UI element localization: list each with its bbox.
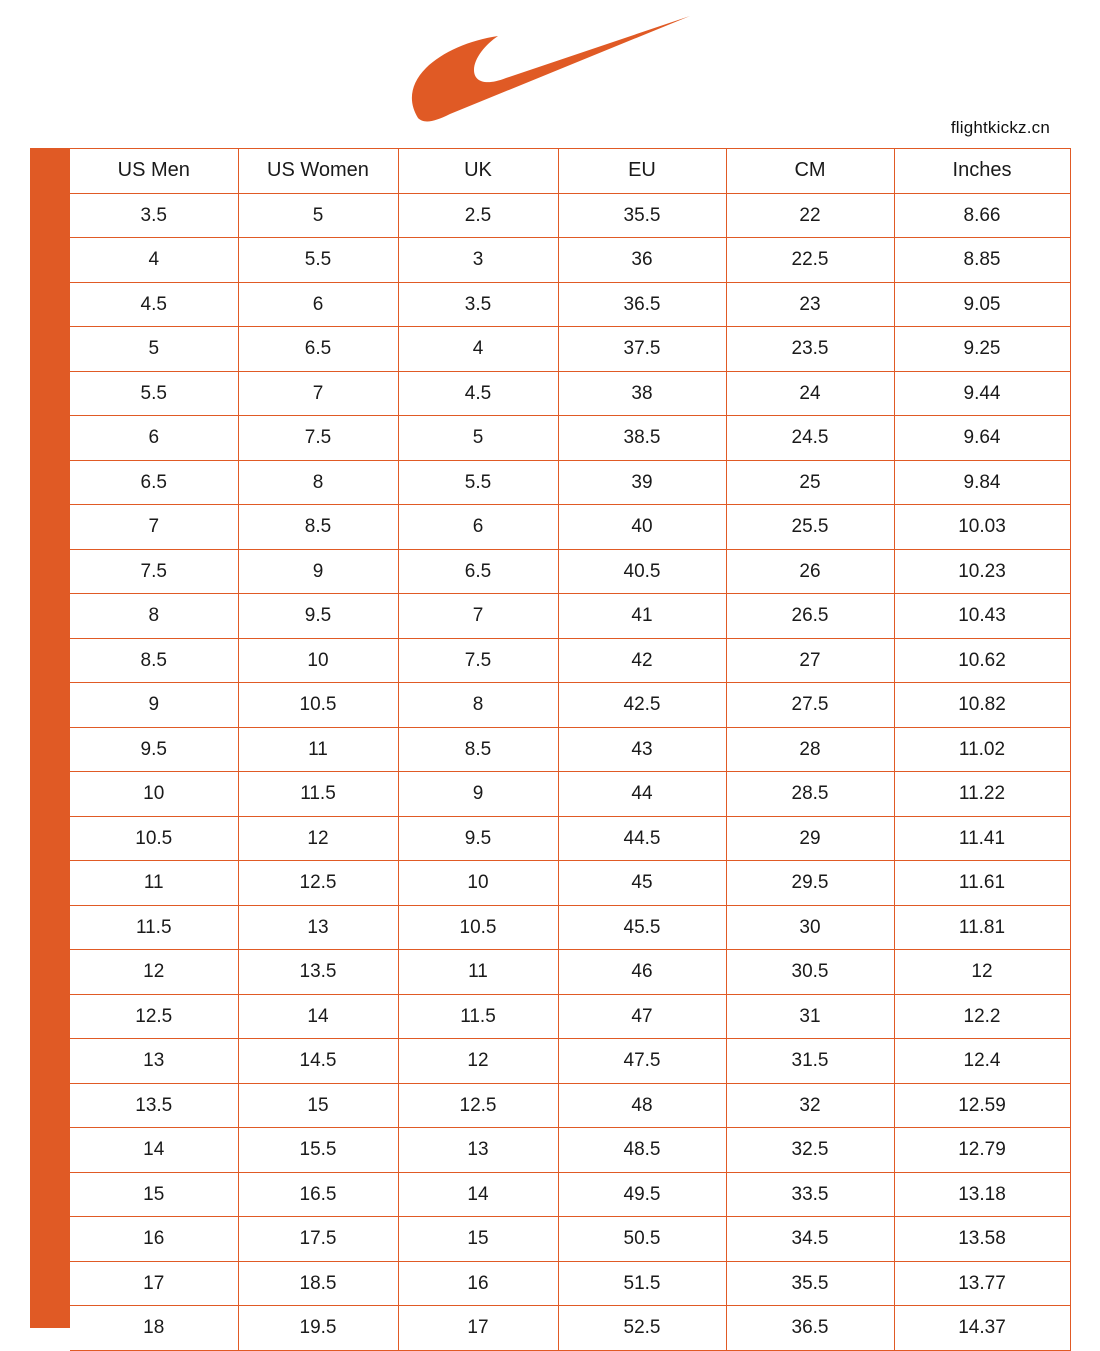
table-cell: 17.5 xyxy=(238,1217,398,1262)
table-cell: 29.5 xyxy=(726,861,894,906)
table-cell: 26 xyxy=(726,549,894,594)
table-cell: 12.5 xyxy=(398,1083,558,1128)
table-row xyxy=(70,193,1070,238)
table-cell: 39 xyxy=(558,460,726,505)
table-cell: 36.5 xyxy=(726,1306,894,1351)
table-cell: 46 xyxy=(558,950,726,995)
table-cell: 8 xyxy=(398,683,558,728)
table-row xyxy=(70,638,1070,683)
table-cell: 42.5 xyxy=(558,683,726,728)
table-cell: 12 xyxy=(398,1039,558,1084)
table-cell: 3.5 xyxy=(70,193,238,238)
table-cell: 15 xyxy=(238,1083,398,1128)
table-cell: 10.03 xyxy=(894,505,1070,550)
table-row xyxy=(70,549,1070,594)
table-cell: 45 xyxy=(558,861,726,906)
table-cell: 17 xyxy=(70,1261,238,1306)
table-cell: 7 xyxy=(70,505,238,550)
table-cell: 13 xyxy=(398,1128,558,1173)
table-cell: 32 xyxy=(726,1083,894,1128)
table-cell: 13.18 xyxy=(894,1172,1070,1217)
table-cell: 35.5 xyxy=(558,193,726,238)
table-cell: 13.77 xyxy=(894,1261,1070,1306)
table-row xyxy=(70,282,1070,327)
table-cell: 10 xyxy=(398,861,558,906)
table-cell: 5.5 xyxy=(398,460,558,505)
table-cell: 7 xyxy=(398,594,558,639)
table-cell: 51.5 xyxy=(558,1261,726,1306)
column-header-cm: CM xyxy=(726,149,894,194)
table-cell: 40 xyxy=(558,505,726,550)
table-row xyxy=(70,727,1070,772)
table-cell: 24.5 xyxy=(726,416,894,461)
column-header-uk: UK xyxy=(398,149,558,194)
table-cell: 3.5 xyxy=(398,282,558,327)
table-cell: 36.5 xyxy=(558,282,726,327)
table-cell: 4 xyxy=(398,327,558,372)
table-cell: 26.5 xyxy=(726,594,894,639)
table-cell: 10.5 xyxy=(70,816,238,861)
table-cell: 5.5 xyxy=(70,371,238,416)
column-header-inches: Inches xyxy=(894,149,1070,194)
table-cell: 6 xyxy=(238,282,398,327)
table-cell: 49.5 xyxy=(558,1172,726,1217)
column-header-us-men: US Men xyxy=(70,149,238,194)
table-cell: 13.5 xyxy=(70,1083,238,1128)
table-cell: 19.5 xyxy=(238,1306,398,1351)
table-cell: 18 xyxy=(70,1306,238,1351)
table-cell: 8.85 xyxy=(894,238,1070,283)
table-cell: 32.5 xyxy=(726,1128,894,1173)
table-cell: 23 xyxy=(726,282,894,327)
table-row xyxy=(70,371,1070,416)
table-cell: 6.5 xyxy=(70,460,238,505)
table-cell: 10 xyxy=(70,772,238,817)
table-cell: 5 xyxy=(238,193,398,238)
size-conversion-table xyxy=(70,148,1071,1351)
table-cell: 6.5 xyxy=(238,327,398,372)
table-cell: 16 xyxy=(70,1217,238,1262)
table-cell: 11.41 xyxy=(894,816,1070,861)
table-cell: 13 xyxy=(238,905,398,950)
table-cell: 18.5 xyxy=(238,1261,398,1306)
table-cell: 12 xyxy=(894,950,1070,995)
table-cell: 44.5 xyxy=(558,816,726,861)
table-cell: 30.5 xyxy=(726,950,894,995)
table-row xyxy=(70,416,1070,461)
table-row xyxy=(70,1039,1070,1084)
table-cell: 10.5 xyxy=(238,683,398,728)
table-cell: 5 xyxy=(70,327,238,372)
table-cell: 28.5 xyxy=(726,772,894,817)
table-cell: 12.79 xyxy=(894,1128,1070,1173)
table-cell: 9.5 xyxy=(238,594,398,639)
table-cell: 43 xyxy=(558,727,726,772)
table-cell: 9 xyxy=(398,772,558,817)
table-cell: 9.64 xyxy=(894,416,1070,461)
table-cell: 25.5 xyxy=(726,505,894,550)
table-cell: 35.5 xyxy=(726,1261,894,1306)
table-cell: 40.5 xyxy=(558,549,726,594)
table-cell: 7.5 xyxy=(398,638,558,683)
table-cell: 4.5 xyxy=(70,282,238,327)
table-cell: 3 xyxy=(398,238,558,283)
table-row xyxy=(70,1128,1070,1173)
table-cell: 38.5 xyxy=(558,416,726,461)
table-cell: 48.5 xyxy=(558,1128,726,1173)
table-cell: 42 xyxy=(558,638,726,683)
table-cell: 11.81 xyxy=(894,905,1070,950)
table-cell: 27.5 xyxy=(726,683,894,728)
table-row xyxy=(70,1217,1070,1262)
table-cell: 15 xyxy=(398,1217,558,1262)
table-cell: 14.5 xyxy=(238,1039,398,1084)
table-cell: 10.23 xyxy=(894,549,1070,594)
table-row xyxy=(70,594,1070,639)
table-cell: 9.5 xyxy=(398,816,558,861)
table-cell: 14 xyxy=(70,1128,238,1173)
table-cell: 4.5 xyxy=(398,371,558,416)
table-cell: 5.5 xyxy=(238,238,398,283)
table-cell: 30 xyxy=(726,905,894,950)
table-cell: 12.4 xyxy=(894,1039,1070,1084)
table-row xyxy=(70,950,1070,995)
table-cell: 11.5 xyxy=(70,905,238,950)
table-row xyxy=(70,994,1070,1039)
table-row xyxy=(70,772,1070,817)
table-cell: 14.37 xyxy=(894,1306,1070,1351)
table-cell: 9 xyxy=(70,683,238,728)
table-orange-frame xyxy=(30,148,1070,1338)
table-cell: 12 xyxy=(70,950,238,995)
table-row xyxy=(70,327,1070,372)
table-row xyxy=(70,238,1070,283)
table-container xyxy=(70,148,1070,1338)
table-cell: 15.5 xyxy=(238,1128,398,1173)
table-cell: 10 xyxy=(238,638,398,683)
column-header-us-women: US Women xyxy=(238,149,398,194)
table-cell: 38 xyxy=(558,371,726,416)
table-row xyxy=(70,1172,1070,1217)
table-cell: 15 xyxy=(70,1172,238,1217)
table-cell: 2.5 xyxy=(398,193,558,238)
table-cell: 9.84 xyxy=(894,460,1070,505)
table-cell: 11 xyxy=(238,727,398,772)
table-cell: 12.5 xyxy=(70,994,238,1039)
table-row xyxy=(70,683,1070,728)
table-cell: 22.5 xyxy=(726,238,894,283)
table-cell: 9.05 xyxy=(894,282,1070,327)
table-cell: 47 xyxy=(558,994,726,1039)
table-cell: 14 xyxy=(238,994,398,1039)
table-cell: 9.25 xyxy=(894,327,1070,372)
table-cell: 11 xyxy=(70,861,238,906)
table-cell: 13.58 xyxy=(894,1217,1070,1262)
table-cell: 24 xyxy=(726,371,894,416)
table-cell: 10.62 xyxy=(894,638,1070,683)
table-cell: 25 xyxy=(726,460,894,505)
table-cell: 6.5 xyxy=(398,549,558,594)
table-cell: 10.5 xyxy=(398,905,558,950)
nike-swoosh-icon xyxy=(390,14,710,124)
table-cell: 8 xyxy=(70,594,238,639)
table-cell: 11.02 xyxy=(894,727,1070,772)
table-cell: 31 xyxy=(726,994,894,1039)
table-cell: 48 xyxy=(558,1083,726,1128)
table-cell: 9.5 xyxy=(70,727,238,772)
table-cell: 13.5 xyxy=(238,950,398,995)
table-cell: 10.43 xyxy=(894,594,1070,639)
table-cell: 11.5 xyxy=(238,772,398,817)
table-cell: 11.22 xyxy=(894,772,1070,817)
table-cell: 8.66 xyxy=(894,193,1070,238)
table-cell: 12.59 xyxy=(894,1083,1070,1128)
table-cell: 29 xyxy=(726,816,894,861)
table-cell: 28 xyxy=(726,727,894,772)
table-cell: 27 xyxy=(726,638,894,683)
table-cell: 5 xyxy=(398,416,558,461)
table-body xyxy=(70,193,1070,1350)
table-cell: 45.5 xyxy=(558,905,726,950)
table-row xyxy=(70,1261,1070,1306)
table-header-row xyxy=(70,149,1070,194)
table-cell: 11 xyxy=(398,950,558,995)
table-cell: 12 xyxy=(238,816,398,861)
table-cell: 41 xyxy=(558,594,726,639)
site-watermark: flightkickz.cn xyxy=(950,118,1050,137)
table-row xyxy=(70,816,1070,861)
table-cell: 44 xyxy=(558,772,726,817)
table-cell: 10.82 xyxy=(894,683,1070,728)
table-cell: 8 xyxy=(238,460,398,505)
table-cell: 11.61 xyxy=(894,861,1070,906)
table-cell: 16 xyxy=(398,1261,558,1306)
table-cell: 47.5 xyxy=(558,1039,726,1084)
column-header-eu: EU xyxy=(558,149,726,194)
table-cell: 11.5 xyxy=(398,994,558,1039)
table-cell: 34.5 xyxy=(726,1217,894,1262)
table-cell: 13 xyxy=(70,1039,238,1084)
table-cell: 8.5 xyxy=(398,727,558,772)
table-cell: 23.5 xyxy=(726,327,894,372)
table-row xyxy=(70,905,1070,950)
table-row xyxy=(70,505,1070,550)
table-cell: 7.5 xyxy=(238,416,398,461)
table-row xyxy=(70,1083,1070,1128)
table-cell: 9.44 xyxy=(894,371,1070,416)
table-cell: 36 xyxy=(558,238,726,283)
table-cell: 37.5 xyxy=(558,327,726,372)
table-cell: 33.5 xyxy=(726,1172,894,1217)
table-cell: 12.5 xyxy=(238,861,398,906)
table-cell: 17 xyxy=(398,1306,558,1351)
brand-logo xyxy=(0,0,1100,120)
table-cell: 8.5 xyxy=(238,505,398,550)
table-cell: 16.5 xyxy=(238,1172,398,1217)
table-cell: 22 xyxy=(726,193,894,238)
table-cell: 8.5 xyxy=(70,638,238,683)
table-cell: 12.2 xyxy=(894,994,1070,1039)
table-cell: 9 xyxy=(238,549,398,594)
table-row xyxy=(70,1306,1070,1351)
table-cell: 6 xyxy=(398,505,558,550)
table-cell: 4 xyxy=(70,238,238,283)
table-cell: 7 xyxy=(238,371,398,416)
table-cell: 14 xyxy=(398,1172,558,1217)
table-row xyxy=(70,861,1070,906)
table-row xyxy=(70,460,1070,505)
table-cell: 50.5 xyxy=(558,1217,726,1262)
table-cell: 31.5 xyxy=(726,1039,894,1084)
table-cell: 52.5 xyxy=(558,1306,726,1351)
table-cell: 7.5 xyxy=(70,549,238,594)
table-cell: 6 xyxy=(70,416,238,461)
